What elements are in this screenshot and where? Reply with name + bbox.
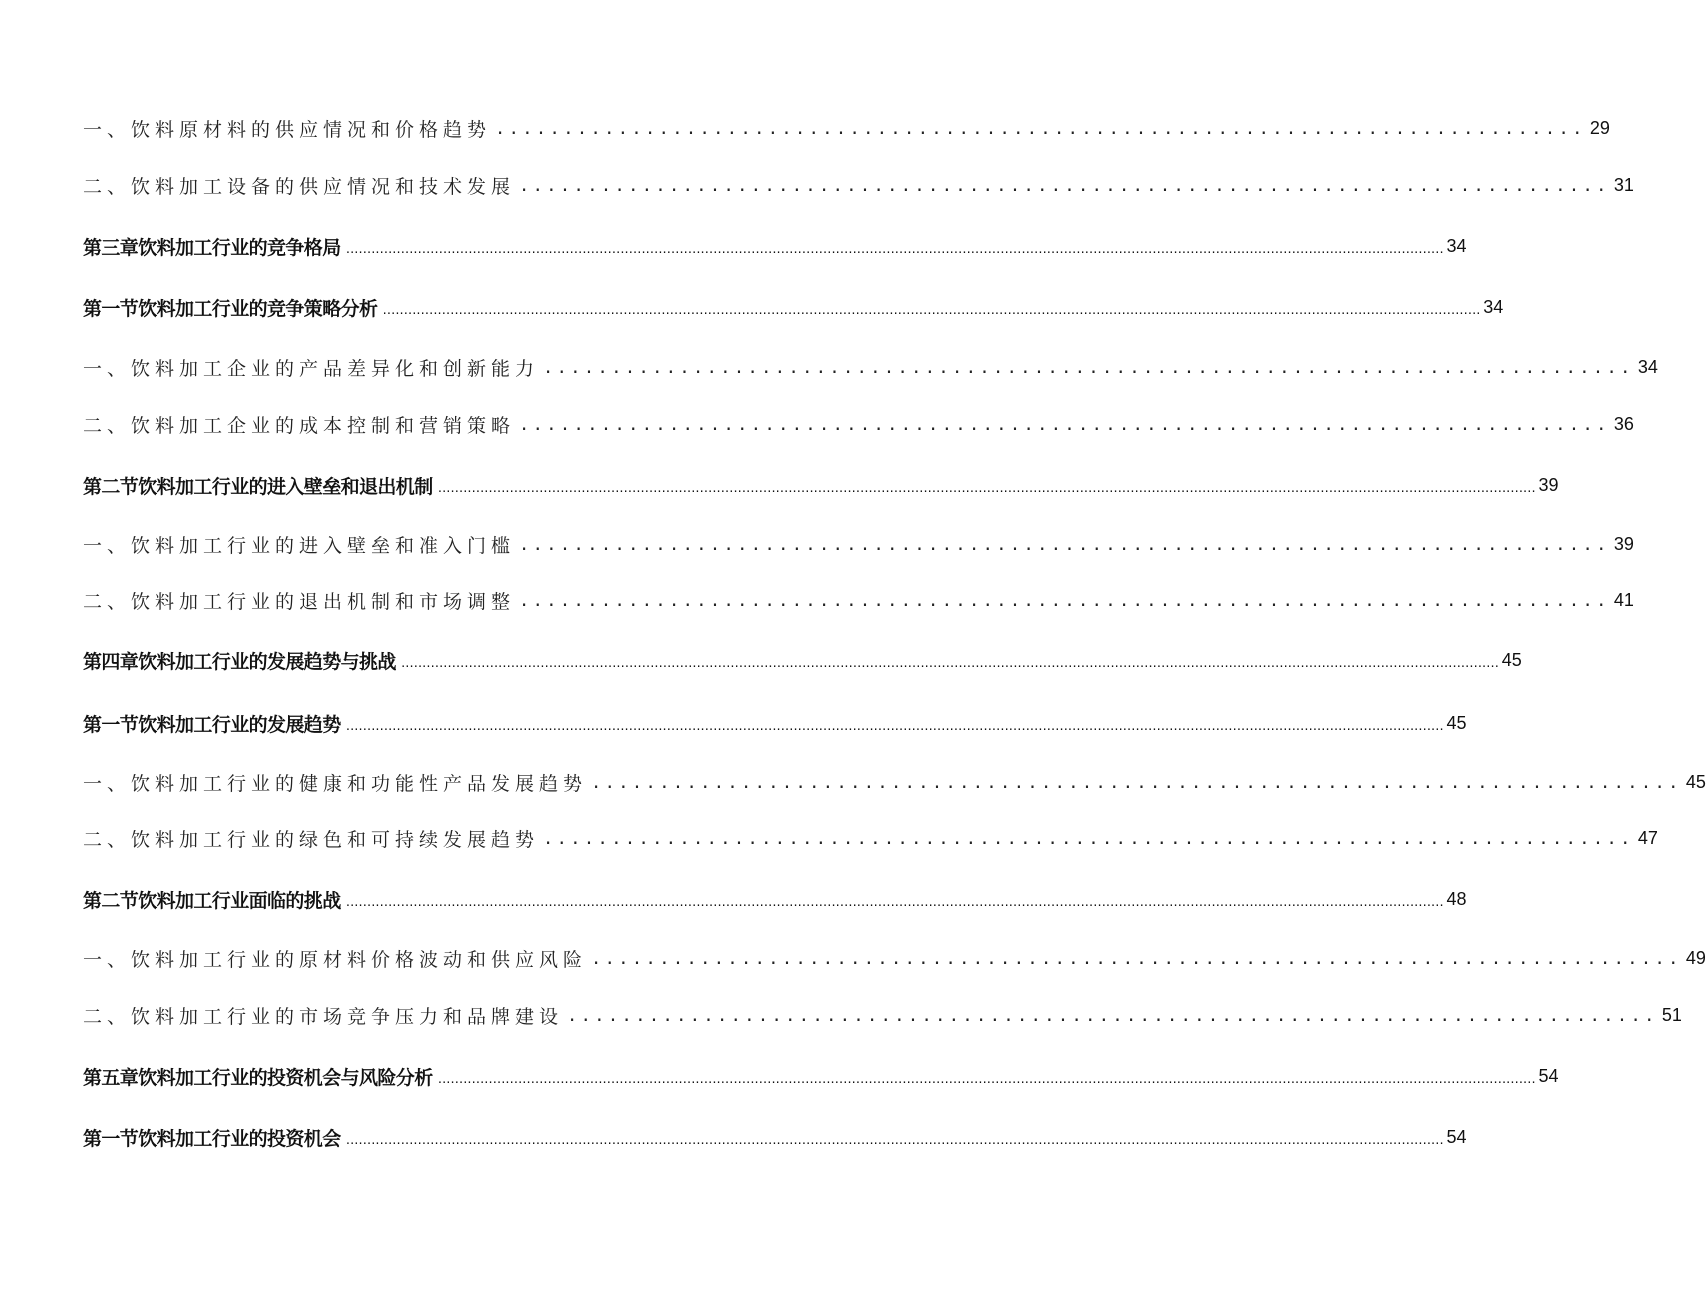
toc-entry-page: 51 — [1661, 1004, 1682, 1025]
toc-entry[interactable] — [83, 527, 1634, 561]
toc-entry-title: 二、饮料加工设备的供应情况和技术发展 — [83, 175, 516, 198]
toc-entry[interactable] — [83, 468, 1559, 502]
toc-entry-title: 第五章饮料加工行业的投资机会与风险分析 — [83, 1066, 433, 1089]
dot-leader: .................................................................................................................................................................................................................................................................... — [344, 896, 1443, 909]
dot-leader: ................................................................................ — [591, 773, 1682, 793]
dot-leader: ................................................................................ — [591, 949, 1682, 969]
toc-entry[interactable] — [83, 706, 1467, 740]
dot-leader: .................................................................................................................................................................................................................................................................... — [344, 720, 1443, 733]
toc-entry-title: 二、饮料加工企业的成本控制和营销策略 — [83, 414, 516, 437]
dot-leader: .................................................................................................................................................................................................................................................................... — [344, 1134, 1443, 1147]
toc-entry[interactable] — [83, 168, 1634, 202]
toc-entry-page: 34 — [1446, 235, 1467, 256]
toc-entry[interactable] — [83, 583, 1634, 617]
toc-entry-title: 一、饮料加工企业的产品差异化和创新能力 — [83, 357, 540, 380]
toc-entry-title: 二、饮料加工行业的退出机制和市场调整 — [83, 590, 516, 613]
toc-entry[interactable] — [83, 941, 1706, 975]
toc-entry[interactable] — [83, 1120, 1467, 1154]
dot-leader: ................................................................................ — [543, 829, 1634, 849]
toc-entry[interactable] — [83, 350, 1658, 384]
dot-leader: ................................................................................ — [543, 358, 1634, 378]
toc-entry-title: 第一节饮料加工行业的竞争策略分析 — [83, 297, 378, 320]
toc-entry-page: 39 — [1613, 533, 1634, 554]
toc-entry-page: 54 — [1538, 1065, 1559, 1086]
dot-leader: ................................................................................ — [567, 1006, 1658, 1026]
toc-entry[interactable] — [83, 290, 1504, 324]
toc-entry[interactable] — [83, 998, 1682, 1032]
dot-leader: .................................................................................................................................................................................................................................................................... — [436, 482, 1535, 495]
toc-entry-page: 41 — [1613, 589, 1634, 610]
dot-leader: .................................................................................................................................................................................................................................................................... — [344, 243, 1443, 256]
dot-leader: ................................................................................ — [519, 176, 1610, 196]
toc-entry-page: 34 — [1483, 296, 1504, 317]
dot-leader: .................................................................................................................................................................................................................................................................... — [381, 304, 1480, 317]
toc-entry-title: 第一节饮料加工行业的发展趋势 — [83, 713, 341, 736]
toc-entry-page: 49 — [1685, 947, 1706, 968]
toc-entry[interactable] — [83, 229, 1467, 263]
toc-entry[interactable] — [83, 882, 1467, 916]
toc-entry-title: 第二节饮料加工行业的进入壁垒和退出机制 — [83, 475, 433, 498]
dot-leader: .................................................................................................................................................................................................................................................................... — [436, 1073, 1535, 1086]
dot-leader: ................................................................................ — [495, 119, 1586, 139]
toc-entry-title: 第四章饮料加工行业的发展趋势与挑战 — [83, 650, 396, 673]
toc-entry-page: 39 — [1538, 474, 1559, 495]
toc-entry-page: 45 — [1446, 712, 1467, 733]
toc-entry-page: 36 — [1613, 413, 1634, 434]
toc-entry-title: 一、饮料加工行业的进入壁垒和准入门槛 — [83, 534, 516, 557]
toc-entry-title: 二、饮料加工行业的市场竞争压力和品牌建设 — [83, 1005, 564, 1028]
toc-entry-title: 一、饮料加工行业的健康和功能性产品发展趋势 — [83, 772, 588, 795]
toc-entry-page: 45 — [1501, 649, 1522, 670]
toc-entry[interactable] — [83, 1059, 1559, 1093]
toc-entry[interactable] — [83, 765, 1706, 799]
dot-leader: ................................................................................ — [519, 535, 1610, 555]
toc-entry[interactable] — [83, 821, 1658, 855]
dot-leader: .................................................................................................................................................................................................................................................................... — [399, 657, 1498, 670]
toc-entry-page: 34 — [1637, 356, 1658, 377]
toc-entry-page: 31 — [1613, 174, 1634, 195]
toc-entry-page: 48 — [1446, 888, 1467, 909]
toc-entry-title: 一、饮料原材料的供应情况和价格趋势 — [83, 118, 492, 141]
toc-entry-title: 第三章饮料加工行业的竞争格局 — [83, 236, 341, 259]
toc-entry-title: 第一节饮料加工行业的投资机会 — [83, 1127, 341, 1150]
toc-entry[interactable] — [83, 407, 1634, 441]
toc-entry-title: 一、饮料加工行业的原材料价格波动和供应风险 — [83, 948, 588, 971]
toc-entry-page: 47 — [1637, 827, 1658, 848]
toc-entry-page: 45 — [1685, 771, 1706, 792]
dot-leader: ................................................................................ — [519, 591, 1610, 611]
toc-entry-page: 29 — [1589, 117, 1610, 138]
toc-entry-title: 第二节饮料加工行业面临的挑战 — [83, 889, 341, 912]
toc-entry-page: 54 — [1446, 1126, 1467, 1147]
toc-entry-title: 二、饮料加工行业的绿色和可持续发展趋势 — [83, 828, 540, 851]
dot-leader: ................................................................................ — [519, 415, 1610, 435]
toc-entry[interactable] — [83, 643, 1522, 677]
toc-entry[interactable] — [83, 111, 1610, 145]
